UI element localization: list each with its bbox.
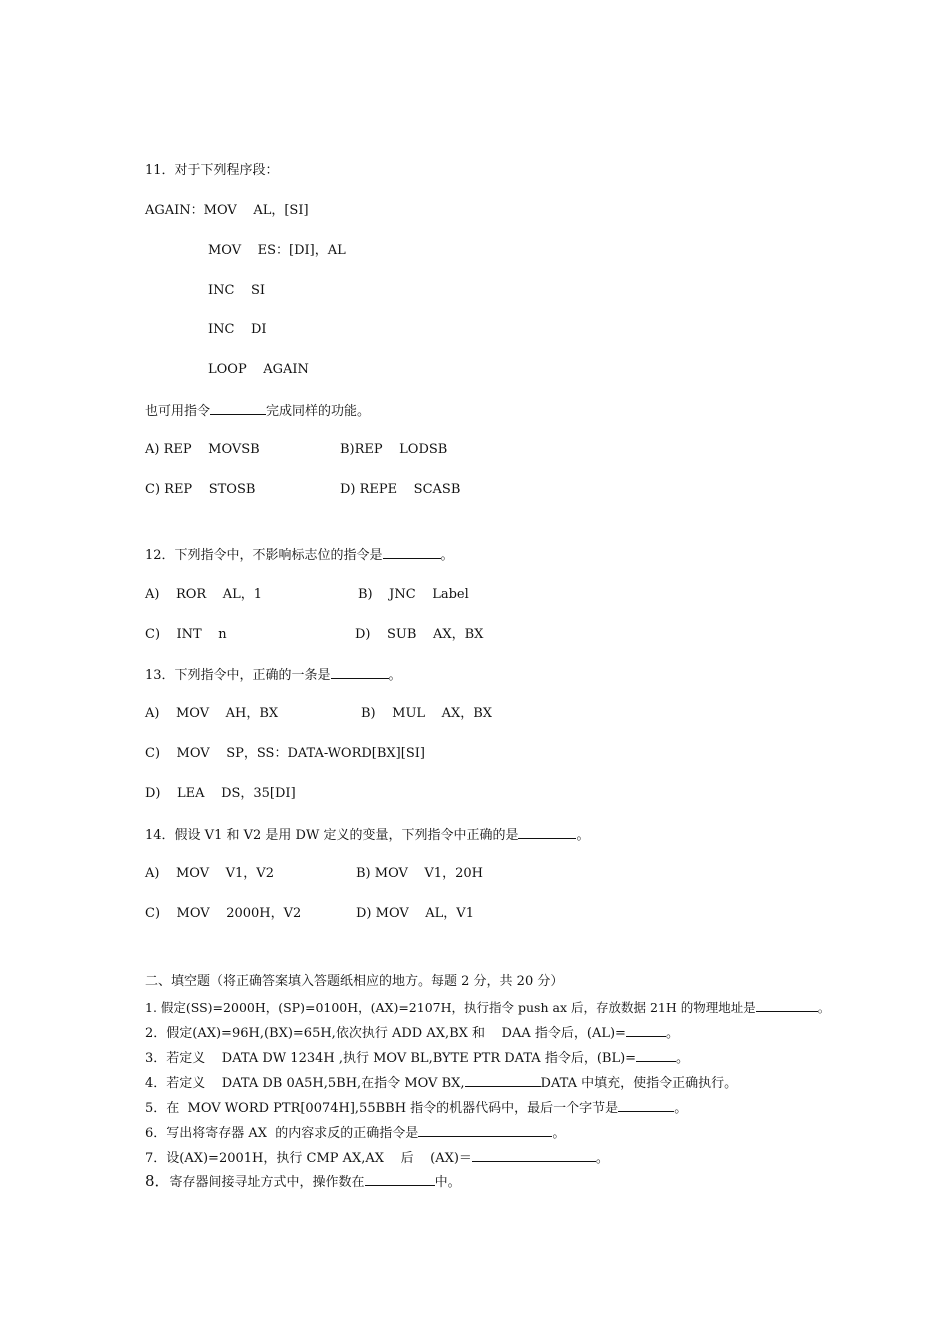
- fill-q5: 5．在 MOV WORD PTR[0074H],55BBH 指令的机器代码中，最后一个字节是 。: [145, 1101, 688, 1116]
- q13-stem: 13．下列指令中，正确的一条是 。: [145, 668, 402, 683]
- fill-q2: 2．假定(AX)=96H,(BX)=65H,依次执行 ADD AX,BX 和 DAA 指令后，(AL)= 。: [145, 1026, 679, 1041]
- fill-q3: 3．若定义 DATA DW 1234H ,执行 MOV BL,BYTE PTR DATA 指令后，(BL)= 。: [145, 1051, 690, 1066]
- q12-option-d: D) SUB AX，BX: [355, 627, 484, 642]
- q11-option-d: D) REPE SCASB: [340, 482, 461, 497]
- answer-blank: [756, 999, 818, 1012]
- answer-blank: [365, 1173, 435, 1186]
- answer-blank: [518, 826, 576, 839]
- answer-blank: [418, 1124, 552, 1137]
- answer-blank: [383, 546, 441, 559]
- q11-title: 11．对于下列程序段：: [145, 163, 279, 178]
- q11-code-line-1: AGAIN：MOV AL，[SI]: [145, 203, 309, 218]
- fill-q4: 4．若定义 DATA DB 0A5H,5BH,在指令 MOV BX, DATA 中填充，使指令正确执行。: [145, 1076, 738, 1091]
- answer-blank: [618, 1099, 674, 1112]
- q11-code-line-5: LOOP AGAIN: [208, 362, 309, 377]
- q11-code-line-2: MOV ES：[DI]，AL: [208, 243, 346, 258]
- fill-section-header: 二、填空题（将正确答案填入答题纸相应的地方。每题 2 分，共 20 分）: [145, 974, 564, 989]
- q11-code-line-4: INC DI: [208, 322, 267, 337]
- fill-q6: 6．写出将寄存器 AX 的内容求反的正确指令是 。: [145, 1126, 566, 1141]
- answer-blank: [626, 1024, 666, 1037]
- q12-stem: 12．下列指令中，不影响标志位的指令是 。: [145, 548, 454, 563]
- q14-stem: 14．假设 V1 和 V2 是用 DW 定义的变量，下列指令中正确的是 。: [145, 828, 590, 843]
- q14-option-d: D) MOV AL，V1: [356, 906, 474, 921]
- fill-q1: 1. 假定(SS)=2000H，(SP)=0100H，(AX)=2107H，执行指令 push ax 后，存放数据 21H 的物理地址是 。: [145, 1000, 831, 1015]
- answer-blank: [472, 1149, 596, 1162]
- q14-option-c: C) MOV 2000H，V2: [145, 906, 302, 921]
- q13-option-c: C) MOV SP，SS：DATA-WORD[BX][SI]: [145, 746, 425, 761]
- fill-q7: 7．设(AX)=2001H，执行 CMP AX,AX 后 (AX)＝ 。: [145, 1151, 609, 1166]
- q11-stem: 也可用指令 完成同样的功能。: [145, 404, 371, 419]
- q12-option-b: B) JNC Label: [358, 587, 469, 602]
- q12-option-a: A) ROR AL，1: [145, 587, 263, 602]
- answer-blank: [636, 1049, 676, 1062]
- q14-option-b: B) MOV V1，20H: [356, 866, 483, 881]
- q11-option-a: A) REP MOVSB: [145, 442, 260, 457]
- answer-blank: [331, 666, 389, 679]
- answer-blank: [465, 1074, 541, 1087]
- fill-q8: 8．寄存器间接寻址方式中，操作数在 中。: [145, 1172, 461, 1190]
- q11-code-line-3: INC SI: [208, 283, 266, 298]
- q11-option-c: C) REP STOSB: [145, 482, 256, 497]
- q13-option-a: A) MOV AH，BX: [145, 706, 279, 721]
- answer-blank: [210, 402, 266, 415]
- q11-option-b: B)REP LODSB: [340, 442, 448, 457]
- q13-option-b: B) MUL AX，BX: [361, 706, 493, 721]
- q14-option-a: A) MOV V1，V2: [145, 866, 274, 881]
- q12-option-c: C) INT n: [145, 627, 227, 642]
- q13-option-d: D) LEA DS，35[DI]: [145, 786, 296, 801]
